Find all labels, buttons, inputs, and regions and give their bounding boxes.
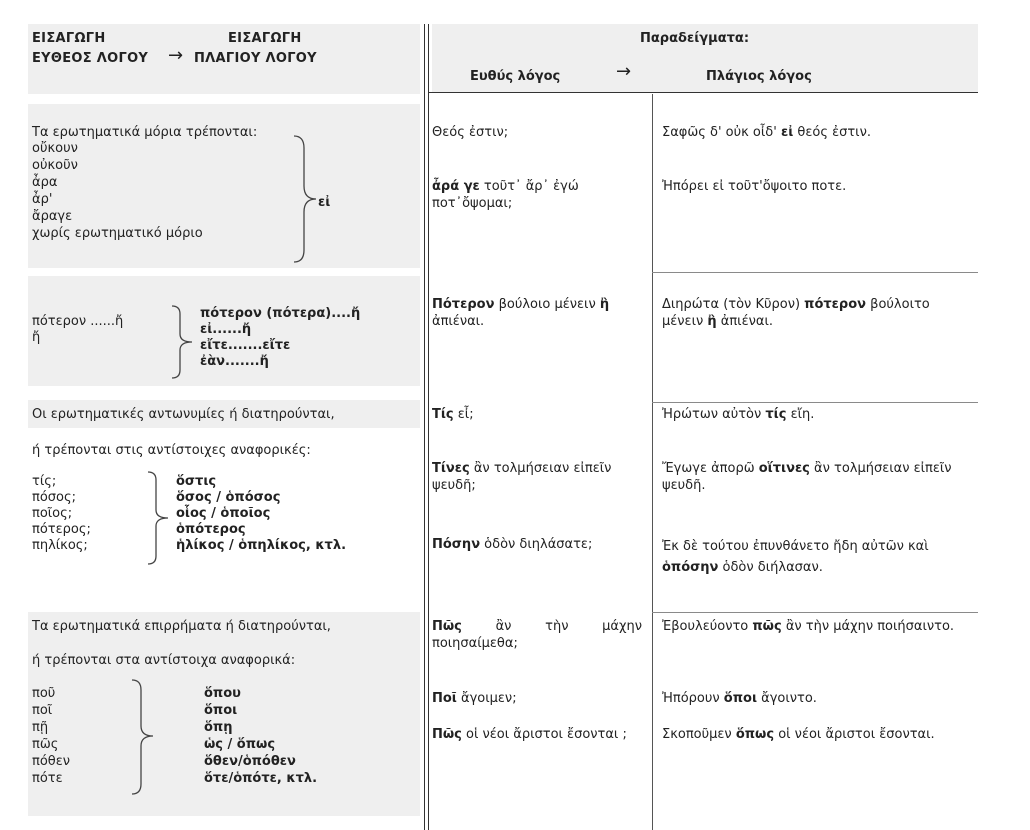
section3-result: ἡλίκος / ὁπηλίκος, κτλ. [176, 538, 347, 553]
header-right-arrow-icon: → [616, 61, 632, 82]
s3-ex2-indirect: Ἔγωγε ἀπορῶ οἵτινες ἂν τολμήσειαν εἰπεῖν ψευδῆ. [662, 461, 952, 493]
section1-heading: Τα ερωτηματικά μόρια τρέπονται: [32, 125, 258, 140]
section2-result: πότερον (πότερα)....ἤ [200, 306, 361, 321]
particle-item: οὐκοῦν [32, 158, 78, 173]
s4-ex1-indirect: Ἐβουλεύοντο πῶς ἂν τὴν μάχην ποιήσαιντο. [662, 619, 955, 634]
s2-ex-direct: Πότερον βούλοιο μένειν ἢ ἀπιέναι. [432, 297, 610, 329]
section3-result: ὅστις [176, 474, 217, 489]
s1-ex1-direct: Θεός ἐστιν; [432, 125, 509, 140]
s3-ex1-direct: Τίς εἶ; [432, 407, 474, 422]
double-divider-right [428, 24, 429, 830]
section3-brace-icon [146, 470, 172, 566]
s1-ex2-direct: ἆρά γε τοῦτ᾽ ἄρ᾽ ἐγώ ποτ᾽ὄψομαι; [432, 179, 579, 211]
section2-item: ἤ [32, 330, 41, 345]
s4-ex3-indirect: Σκοποῦμεν ὅπως οἱ νέοι ἄριστοι ἔσονται. [662, 727, 935, 742]
section2-result: εἴτε.......εἴτε [200, 338, 291, 353]
particle-item: ἆρα [32, 175, 58, 190]
section4-item: πῶς [32, 737, 59, 752]
section4-result: ὅπῃ [204, 720, 233, 735]
section2-results [200, 306, 360, 370]
header-col1-line2: ΕΥΘΕΟΣ ΛΟΓΟΥ [32, 51, 149, 66]
s4-ex1-direct: Πῶς ἂν τὴν μάχην ποιησαίμεθα; [432, 619, 642, 651]
particle-item: χωρίς ερωτηματικό μόριο [32, 226, 203, 241]
section4-item: ποῦ [32, 686, 56, 701]
s3-ex1-indirect: Ἠρώτων αὐτὸν τίς εἴη. [662, 407, 815, 422]
section4-heading2: ή τρέπονται στα αντίστοιχα αναφορικά: [32, 653, 296, 668]
section3-item: πόσος; [32, 490, 76, 505]
section4-item: πότε [32, 771, 63, 786]
header-rule [428, 92, 978, 93]
section1-brace-icon [292, 134, 320, 264]
indirect-speech-heading: Πλάγιος λόγος [706, 69, 812, 84]
section2-result: εἰ......ἤ [200, 322, 252, 337]
section3-item: ποῖος; [32, 506, 73, 521]
section4-item: πόθεν [32, 754, 71, 769]
s2-ex-indirect: Διηρώτα (τὸν Κῦρον) πότερον βούλοιτο μένειν ἢ ἀπιέναι. [662, 297, 930, 329]
section4-heading1: Τα ερωτηματικά επιρρήματα ή διατηρούνται, [32, 619, 331, 634]
examples-title: Παραδείγματα: [640, 31, 750, 46]
direct-speech-heading: Ευθύς λόγος [470, 69, 561, 84]
section3-results [176, 474, 346, 554]
s4-ex2-direct: Ποῖ ἄγοιμεν; [432, 691, 517, 706]
section3-result: ὅσος / ὁπόσος [176, 490, 281, 505]
s4-ex2-indirect: Ἠπόρουν ὅποι ἄγοιντο. [662, 691, 817, 706]
s1-ex2-indirect: Ἠπόρει εἰ τοῦτ'ὄψοιτο ποτε. [662, 179, 847, 194]
s3-ex3-indirect: Ἐκ δὲ τούτου ἐπυνθάνετο ἤδη αὐτῶν καὶ ὁπόσην ὁδὸν διήλασαν. [662, 539, 929, 575]
section4-result: ὅπου [204, 686, 241, 701]
particle-item: ἄραγε [32, 209, 73, 224]
section3-heading1: Οι ερωτηματικές αντωνυμίες ή διατηρούνται, [32, 407, 335, 422]
header-col1-line1: ΕΙΣΑΓΩΓΗ [32, 31, 106, 46]
s3-ex3-direct: Πόσην ὁδὸν διηλάσατε; [432, 537, 593, 552]
section4-result: ὅποι [204, 703, 238, 718]
section1-particles [32, 140, 203, 242]
section4-result: ὅθεν/ὁπόθεν [204, 754, 296, 769]
rule-2 [652, 402, 978, 403]
rule-3 [652, 612, 978, 613]
section3-item: πότερος; [32, 522, 91, 537]
particle-item: ἆρ' [32, 192, 53, 207]
particle-item: οὔκουν [32, 141, 78, 156]
s3-ex2-direct: Τίνες ἂν τολμήσειαν εἰπεῖν ψευδῆ; [432, 461, 612, 493]
rule-1 [652, 272, 978, 273]
section4-result: ὡς / ὅπως [204, 737, 276, 752]
section4-items [32, 686, 70, 788]
section4-item: ποῖ [32, 703, 53, 718]
section2-item: πότερον ......ἤ [32, 314, 124, 329]
section2-result: ἐὰν.......ἤ [200, 354, 269, 369]
examples-divider [652, 94, 653, 830]
s1-ex1-indirect: Σαφῶς δ' οὐκ οἶδ' εἰ θεός ἐστιν. [662, 125, 871, 140]
section1-result: εἰ [318, 195, 331, 210]
section3-result: ὁπότερος [176, 522, 246, 537]
header-col2-line1: ΕΙΣΑΓΩΓΗ [228, 31, 302, 46]
header-left-arrow-icon: → [168, 45, 184, 66]
section2-items [32, 314, 123, 346]
header-col2-line2: ΠΛΑΓΙΟΥ ΛΟΓΟΥ [194, 51, 317, 66]
section3-item: πηλίκος; [32, 538, 88, 553]
double-divider-left [424, 24, 425, 830]
section4-result: ὅτε/ὁπότε, κτλ. [204, 771, 318, 786]
section3-result: οἷος / ὁποῖος [176, 506, 271, 521]
section2-brace-icon [170, 304, 196, 380]
section3-item: τίς; [32, 474, 57, 489]
section3-heading2: ή τρέπονται στις αντίστοιχες αναφορικές: [32, 443, 311, 458]
section4-brace-icon [130, 678, 156, 796]
section4-item: πῇ [32, 720, 49, 735]
s4-ex3-direct: Πῶς οἱ νέοι ἄριστοι ἔσονται ; [432, 727, 627, 742]
section4-results [204, 686, 317, 788]
section3-items [32, 474, 91, 554]
